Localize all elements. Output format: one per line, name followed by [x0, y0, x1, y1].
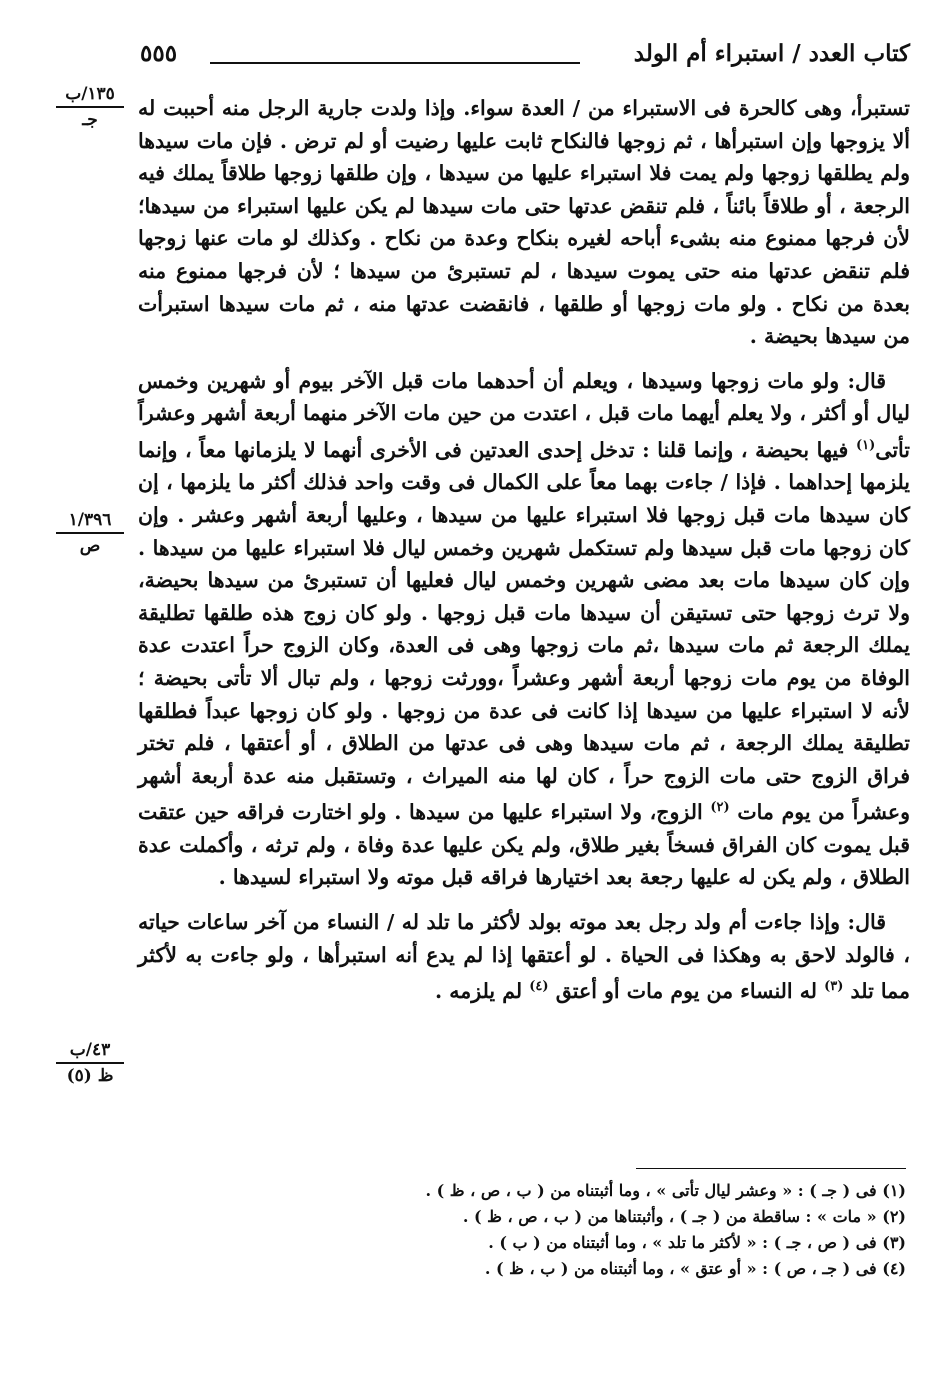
margin-note-folio: ١٣٥/ب	[65, 84, 115, 104]
header-rule	[210, 62, 580, 64]
paragraph-3	[138, 906, 910, 1008]
footnote-2: (٢) « مات » : ساقطة من ( جـ ) ، وأثبتناها من ( ب ، ص ، ظ ) .	[462, 1207, 906, 1226]
footnote-4: (٤) فى ( جـ ، ص ) : « أو عتق » ، وما أثبتناه من ( ب ، ظ ) .	[484, 1259, 906, 1278]
page-header	[140, 40, 910, 80]
footnotes	[206, 1178, 906, 1282]
margin-note-siglum: ص	[79, 536, 101, 556]
margin-note-rule	[56, 106, 124, 108]
footnote-3: (٣) فى ( ص ، جـ ) : « لأكثر ما تلد » ، وما أثبتناه من ( ب ) .	[488, 1233, 906, 1252]
footnote-1: (١) فى ( جـ ) : « وعشر ليال تأتى » ، وما أثبتناه من ( ب ، ص ، ظ ) .	[425, 1181, 906, 1200]
margin-note-rule	[56, 532, 124, 534]
running-title: كتاب العدد / استبراء أم الولد	[633, 40, 910, 67]
margin-note-3	[50, 1040, 130, 1086]
footnote-ref-3[interactable]: (٣)	[824, 979, 844, 995]
qal-label: قال:	[847, 909, 887, 934]
main-text	[138, 92, 910, 1008]
qal-label: قال:	[847, 368, 886, 393]
margin-note-1	[50, 84, 130, 130]
paragraph-3-text-c: لم يلزمه .	[435, 978, 523, 1003]
margin-note-siglum: جـ	[82, 110, 98, 130]
paragraph-2-text-c: الزوج، ولا استبراء عليها من سيدها . ولو اختارت فراقه حين عتقت قبل يموت كان الفراق فسخاً بغير طلاق، ولم يكن عليها عدة وفاة ، ولم ترثه ، وأكملت عدة الطلاق ، ولم يكن له عليها رجعة بعد اختيارها فراقه قبل موته ولا استبراء لسيدها .	[138, 800, 910, 890]
paragraph-3-text-a: وإذا جاءت أم ولد رجل بعد موته بولد لأكثر ما تلد له / النساء من آخر ساعات حياته ، فالولد لاحق به وهكذا فى الحياة . لو أعتقها إذا لم يدع أنه استبرأها ، ولو جاءت به لأكثر مما تلد	[138, 909, 910, 1003]
margin-note-2	[50, 510, 130, 556]
footnote-ref-1[interactable]: (١)	[855, 437, 876, 453]
footnote-ref-4[interactable]: (٤)	[529, 979, 549, 995]
page-number: ٥٥٥	[140, 40, 178, 67]
footnote-rule	[636, 1168, 906, 1169]
margin-note-siglum: ظ (٥)	[66, 1066, 114, 1086]
margin-note-rule	[56, 1062, 124, 1064]
paragraph-3-text-b: له النساء من يوم مات أو أعتق	[555, 978, 817, 1003]
footnote-ref-2[interactable]: (٢)	[710, 800, 730, 816]
paragraph-2-text-a: ولو مات زوجها وسيدها ، ويعلم أن أحدهما مات قبل الآخر بيوم أو شهرين وخمس ليال أو أكثر ، ولا يعلم أيهما مات قبل ، اعتدت من حين مات الآخر منهما أربعة أشهر وعشراً تأتى	[138, 368, 910, 462]
margin-note-folio: ٤٣/ب	[69, 1040, 111, 1060]
paragraph-1: تستبرأ، وهى كالحرة فى الاستبراء من / العدة سواء. وإذا ولدت جارية الرجل منه أحببت له ألا يزوجها وإن استبرأها ، ثم زوجها فالنكاح ثابت عليها رضيت أو لم ترض . فإن مات سيدها ولم يطلقها زوجها ولم يمت فلا استبراء عليها من سيدها ، وإن طلقها زوجها طلاقاً يملك فيه الرجعة ، أو طلاقاً بائناً ، فلم تنقض عدتها حتى مات سيدها لم يكن عليها استبراء من سيدها؛ لأن فرجها ممنوع منه بشىء أباحه لغيره بنكاح وعدة من نكاح . وكذلك لو مات عنها زوجها فلم تنقض عدتها منه حتى يموت سيدها ، لم تستبرئ من سيدها ؛ لأن فرجها ممنوع منه بعدة من نكاح . ولو مات زوجها أو طلقها ، فانقضت عدتها منه ، ثم مات سيدها استبرأت من سيدها بحيضة .	[138, 96, 910, 349]
paragraph-2	[138, 365, 910, 894]
paragraph-2-text-b: فيها بحيضة ، وإنما قلنا : تدخل إحدى العدتين فى الأخرى أنهما لا يلزمانها معاً ، وإنما يلزمها إحداهما . فإذا / جاءت بهما معاً على الكمال فى وقت واحد فذلك أكثر ما يلزمها ، إن كان سيدها مات قبل زوجها فلا استبراء عليها من سيدها ، وعليها أربعة أشهر وعشر . وإن كان زوجها مات قبل سيدها ولم تستكمل شهرين وخمس ليال فلا استبراء عليها من سيدها . وإن كان سيدها مات بعد مضى شهرين وخمس ليال فعليها أن تستبرئ من سيدها بحيضة، ولا ترث زوجها حتى تستيقن أن سيدها مات قبل زوجها . ولو كان زوج هذه طلقها تطليقة يملك الرجعة ثم مات سيدها ،ثم مات زوجها وهى فى العدة، وكان الزوج حراً اعتدت عدة الوفاة من يوم مات زوجها أربعة أشهر وعشراً ،وورثت زوجها ، ولم تبال ألا تأتى بحيضة ؛ لأنه لا استبراء عليها من سيدها إذا كانت فى عدة من زوجها . ولو كان زوجها عبداً فطلقها تطليقة يملك الرجعة ، ثم مات سيدها وهى فى عدتها من الطلاق ، أو أعتقها ، فلم تختر فراق الزوج حتى مات الزوج حراً ، كان لها منه الميراث ، وتستقبل منه عدة أربعة أشهر وعشراً من يوم مات	[138, 437, 910, 825]
margin-note-folio: ١/٣٩٦	[68, 510, 112, 530]
